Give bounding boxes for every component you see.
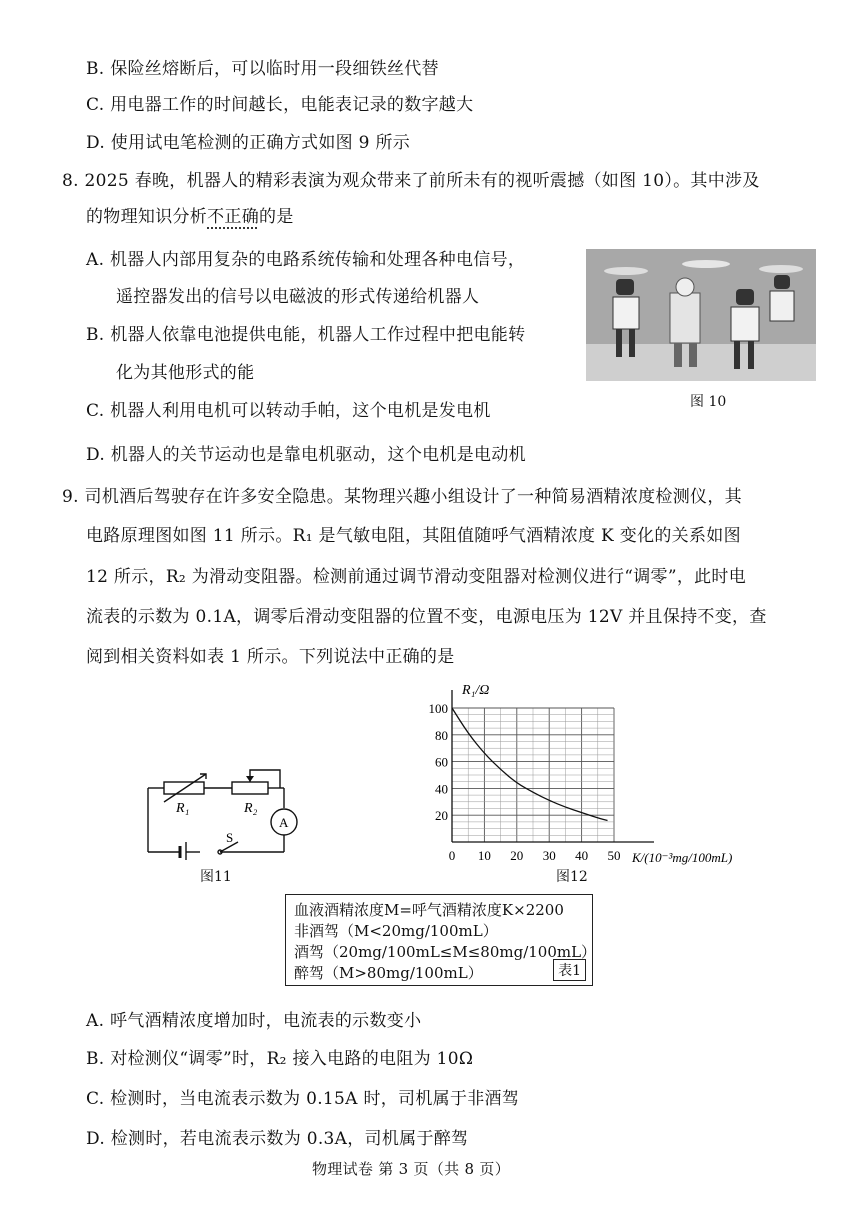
figure-11-caption: 图11 <box>200 869 232 885</box>
q8-stem-line1: 8. 2025 春晚，机器人的精彩表演为观众带来了前所未有的视听震撼（如图 10）。其中涉及 <box>62 171 760 191</box>
resistance-concentration-chart <box>420 682 765 872</box>
q8-option-d: D. 机器人的关节运动也是靠电机驱动，这个电机是电动机 <box>86 445 526 465</box>
page-footer: 物理试卷 第 3 页（共 8 页） <box>312 1160 511 1178</box>
y-tick-label: 80 <box>435 727 448 743</box>
q9-stem-line5: 阅到相关资料如表 1 所示。下列说法中正确的是 <box>86 647 455 667</box>
q8-option-b-line2: 化为其他形式的能 <box>116 363 255 383</box>
figure-10-caption: 图 10 <box>690 394 727 410</box>
x-tick-label: 0 <box>448 848 456 863</box>
emphasis-not-correct: 不正确 <box>207 207 260 227</box>
chart-x-axis-label: K/(10⁻³mg/100mL) <box>632 850 733 865</box>
q8-stem-line2 <box>86 206 294 228</box>
chart-y-axis-label: R₁/Ω <box>462 683 490 698</box>
table-row: 醉驾（M>80mg/100mL） <box>294 964 483 982</box>
q8-option-a-line1: A. 机器人内部用复杂的电路系统传输和处理各种电信号， <box>86 250 526 270</box>
y-tick-label: 40 <box>435 781 448 797</box>
q7-option-c: C. 用电器工作的时间越长，电能表记录的数字越大 <box>86 95 474 115</box>
x-tick-label: 30 <box>542 848 556 863</box>
table-row: 血液酒精浓度M=呼气酒精浓度K×2200 <box>294 901 564 919</box>
chart-axes <box>452 690 654 842</box>
q7-option-d: D. 使用试电笔检测的正确方式如图 9 所示 <box>86 133 411 153</box>
r1-label: R₁ <box>176 801 190 816</box>
y-tick-label: 100 <box>428 701 448 716</box>
q9-stem-line1: 9. 司机酒后驾驶存在许多安全隐患。某物理兴趣小组设计了一种简易酒精浓度检测仪，其 <box>62 487 742 507</box>
y-tick-label: 60 <box>435 754 448 770</box>
q9-stem-line3: 12 所示，R₂ 为滑动变阻器。检测前通过调节滑动变阻器对检测仪进行“调零”，此时电 <box>86 567 747 587</box>
q9-stem-line4: 流表的示数为 0.1A，调零后滑动变阻器的位置不变，电源电压为 12V 并且保持不变，查 <box>86 607 767 627</box>
ammeter-label: A <box>279 815 289 830</box>
q8-option-a-line2: 遥控器发出的信号以电磁波的形式传递给机器人 <box>116 287 480 307</box>
chart-ticks <box>429 701 621 863</box>
circuit-diagram <box>140 750 300 860</box>
x-tick-label: 10 <box>477 848 491 863</box>
x-tick-label: 40 <box>575 848 589 863</box>
q7-option-b: B. 保险丝熔断后，可以临时用一段细铁丝代替 <box>86 59 439 79</box>
q8-option-b-line1: B. 机器人依靠电池提供电能，机器人工作过程中把电能转 <box>86 325 526 345</box>
q8-stem-end: 的是 <box>259 207 294 227</box>
robot-performance-photo <box>586 249 816 381</box>
table-row: 非酒驾（M<20mg/100mL） <box>294 922 498 940</box>
switch-label: S <box>226 830 234 845</box>
q9-stem-line2: 电路原理图如图 11 所示。R₁ 是气敏电阻，其阻值随呼气酒精浓度 K 变化的关系如图 <box>86 526 741 546</box>
chart-curve <box>452 708 608 821</box>
table-label: 表1 <box>553 959 586 981</box>
q8-stem-text: 的物理知识分析 <box>86 207 208 227</box>
r2-label: R₂ <box>244 801 258 816</box>
x-tick-label: 50 <box>607 848 621 863</box>
q9-option-b: B. 对检测仪“调零”时，R₂ 接入电路的电阻为 10Ω <box>86 1049 474 1069</box>
q9-option-a: A. 呼气酒精浓度增加时，电流表的示数变小 <box>86 1011 422 1031</box>
table-row: 酒驾（20mg/100mL≤M≤80mg/100mL） <box>294 943 597 961</box>
chart-grid <box>452 708 614 842</box>
q9-option-d: D. 检测时，若电流表示数为 0.3A，司机属于醉驾 <box>86 1129 469 1149</box>
y-tick-label: 20 <box>435 808 448 824</box>
x-tick-label: 20 <box>510 848 524 863</box>
figure-12-caption: 图12 <box>556 869 588 885</box>
robot-illustration <box>586 249 816 381</box>
q8-option-c: C. 机器人利用电机可以转动手帕，这个电机是发电机 <box>86 401 491 421</box>
q9-option-c: C. 检测时，当电流表示数为 0.15A 时，司机属于非酒驾 <box>86 1089 520 1109</box>
table-1 <box>285 894 597 986</box>
